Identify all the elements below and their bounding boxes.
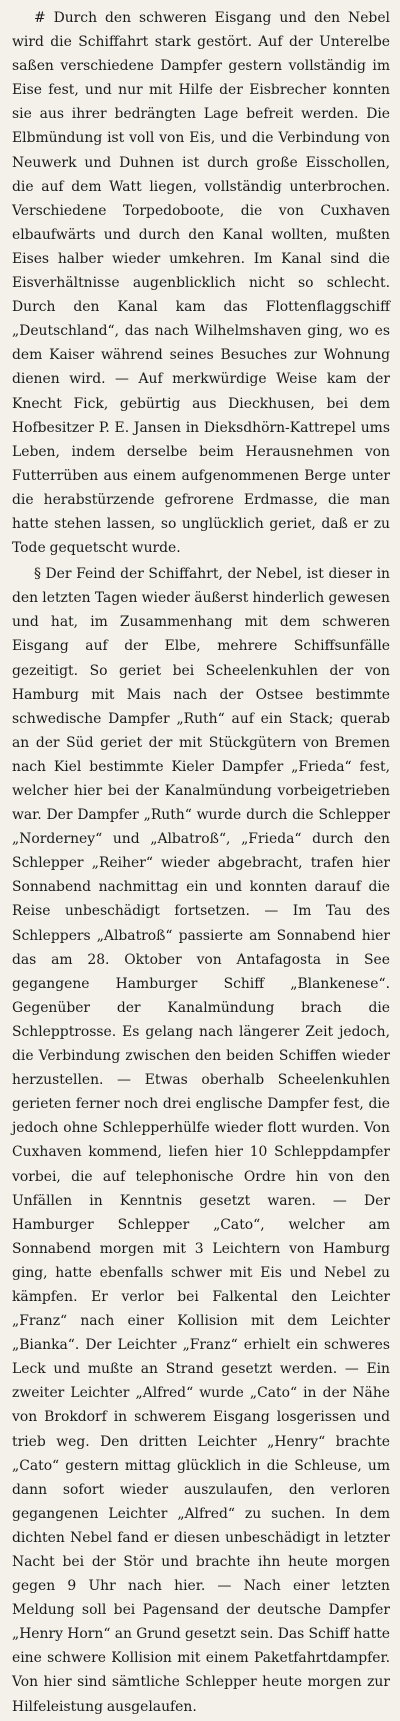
article-paragraph-enemy-of-shipping: § Der Feind der Schiffahrt, der Nebel, ist dieser in den letzten Tagen wieder äußerst hinderlich gewesen und hat, im Zusammenhang mit dem schweren Eisgang auf der Elbe, mehrere Schiffsunfälle gezeitigt. So geriet bei Scheelenkuhlen der von Hamburg mit Mais nach der Ostsee bestimmte schwedische Dampfer „Ruth“ auf ein Stack; querab an der Süd geriet der mit Stückgütern von Bremen nach Kiel bestimmte Kieler Dampfer „Frieda“ fest, welcher hier bei der Kanalmündung vorbeigetrieben war. Der Dampfer „Ruth“ wurde durch die Schlepper „Norderney“ und „Albatroß“, „Frieda“ durch den Schlepper „Reiher“ wieder abgebracht, trafen hier Sonnabend nachmittag ein und konnten darauf die Reise unbeschädigt fortsetzen. — Im Tau des Schleppers „Albatroß“ passierte am Sonnabend hier das am 28. Oktober von Antafagosta in See gegangene Hamburger Schiff „Blankenese“. Gegenüber der Kanalmündung brach die Schlepptrosse. Es gelang nach längerer Zeit jedoch, die Verbindung zwischen den beiden Schiffen wieder herzustellen. — Etwas oberhalb Scheelenkuhlen gerieten ferner noch drei englische Dampfer fest, die jedoch ohne Schlepperhülfe wieder flott wurden. Von Cuxhaven kommend, liefen hier 10 Schleppdampfer vorbei, die auf telephonische Ordre hin von den Unfällen in Kenntnis gesetzt waren. — Der Hamburger Schlepper „Cato“, welcher am Sonnabend morgen mit 3 Leichtern von Hamburg ging, hatte ebenfalls schwer mit Eis und Nebel zu kämpfen. Er verlor bei Falkental den Leichter „Franz“ nach einer Kollision mit dem Leichter „Bianka“. Der Leichter „Franz“ erhielt ein schweres Leck und mußte an Strand gesetzt werden. — Ein zweiter Leichter „Alfred“ wurde „Cato“ in der Nähe von Brokdorf in schwerem Eisgang losgerissen und trieb weg. Den dritten Leichter „Henry“ brachte „Cato“ gestern mittag glücklich in die Schleuse, um dann sofort wieder auszulaufen, den verloren gegangenen Leichter „Alfred“ zu suchen. In dem dichten Nebel fand er diesen unbeschädigt in letzter Nacht bei der Stör und brachte ihn heute morgen gegen 9 Uhr nach hier. — Nach einer letzten Meldung soll bei Pagensand der deutsche Dampfer „Henry Horn“ an Grund gesetzt sein. Das Schiff hatte eine schwere Kollision mit einem Paketfahrtdampfer. Von hier sind sämtliche Schlepper heute morgen zur Hilfeleistung ausgelaufen. xyxy=(12,566,390,1715)
article-paragraph-ice-and-fog: # Durch den schweren Eisgang und den Nebel wird die Schiffahrt stark gestört. Auf der Unterelbe saßen verschiedene Dampfer gestern vollständig im Eise fest, und nur mit Hilfe der Eisbrecher konnten sie aus ihrer bedrängten Lage befreit werden. Die Elbmündung ist voll von Eis, und die Verbindung von Neuwerk und Duhnen ist durch große Eisschollen, die auf dem Watt liegen, vollständig unterbrochen. Verschiedene Torpedoboote, die von Cuxhaven elbaufwärts und durch den Kanal wollten, mußten Eises halber wieder umkehren. Im Kanal sind die Eisverhältnisse augenblicklich nicht so schlecht. Durch den Kanal kam das Flottenflaggschiff „Deutschland“, das nach Wilhelmshaven ging, wo es dem Kaiser während seines Besuches zur Wohnung dienen wird. — Auf merkwürdige Weise kam der Knecht Fick, gebürtig aus Dieckhusen, bei dem Hofbesitzer P. E. Jansen in Dieksdhörn-Kattrepel ums Leben, indem derselbe beim Herausnehmen von Futterrüben aus einem aufgenommenen Berge unter die herabstürzende gefrorene Erdmasse, die man hatte stehen lassen, so unglücklich geriet, daß er zu Tode gequetscht wurde. xyxy=(12,10,390,557)
